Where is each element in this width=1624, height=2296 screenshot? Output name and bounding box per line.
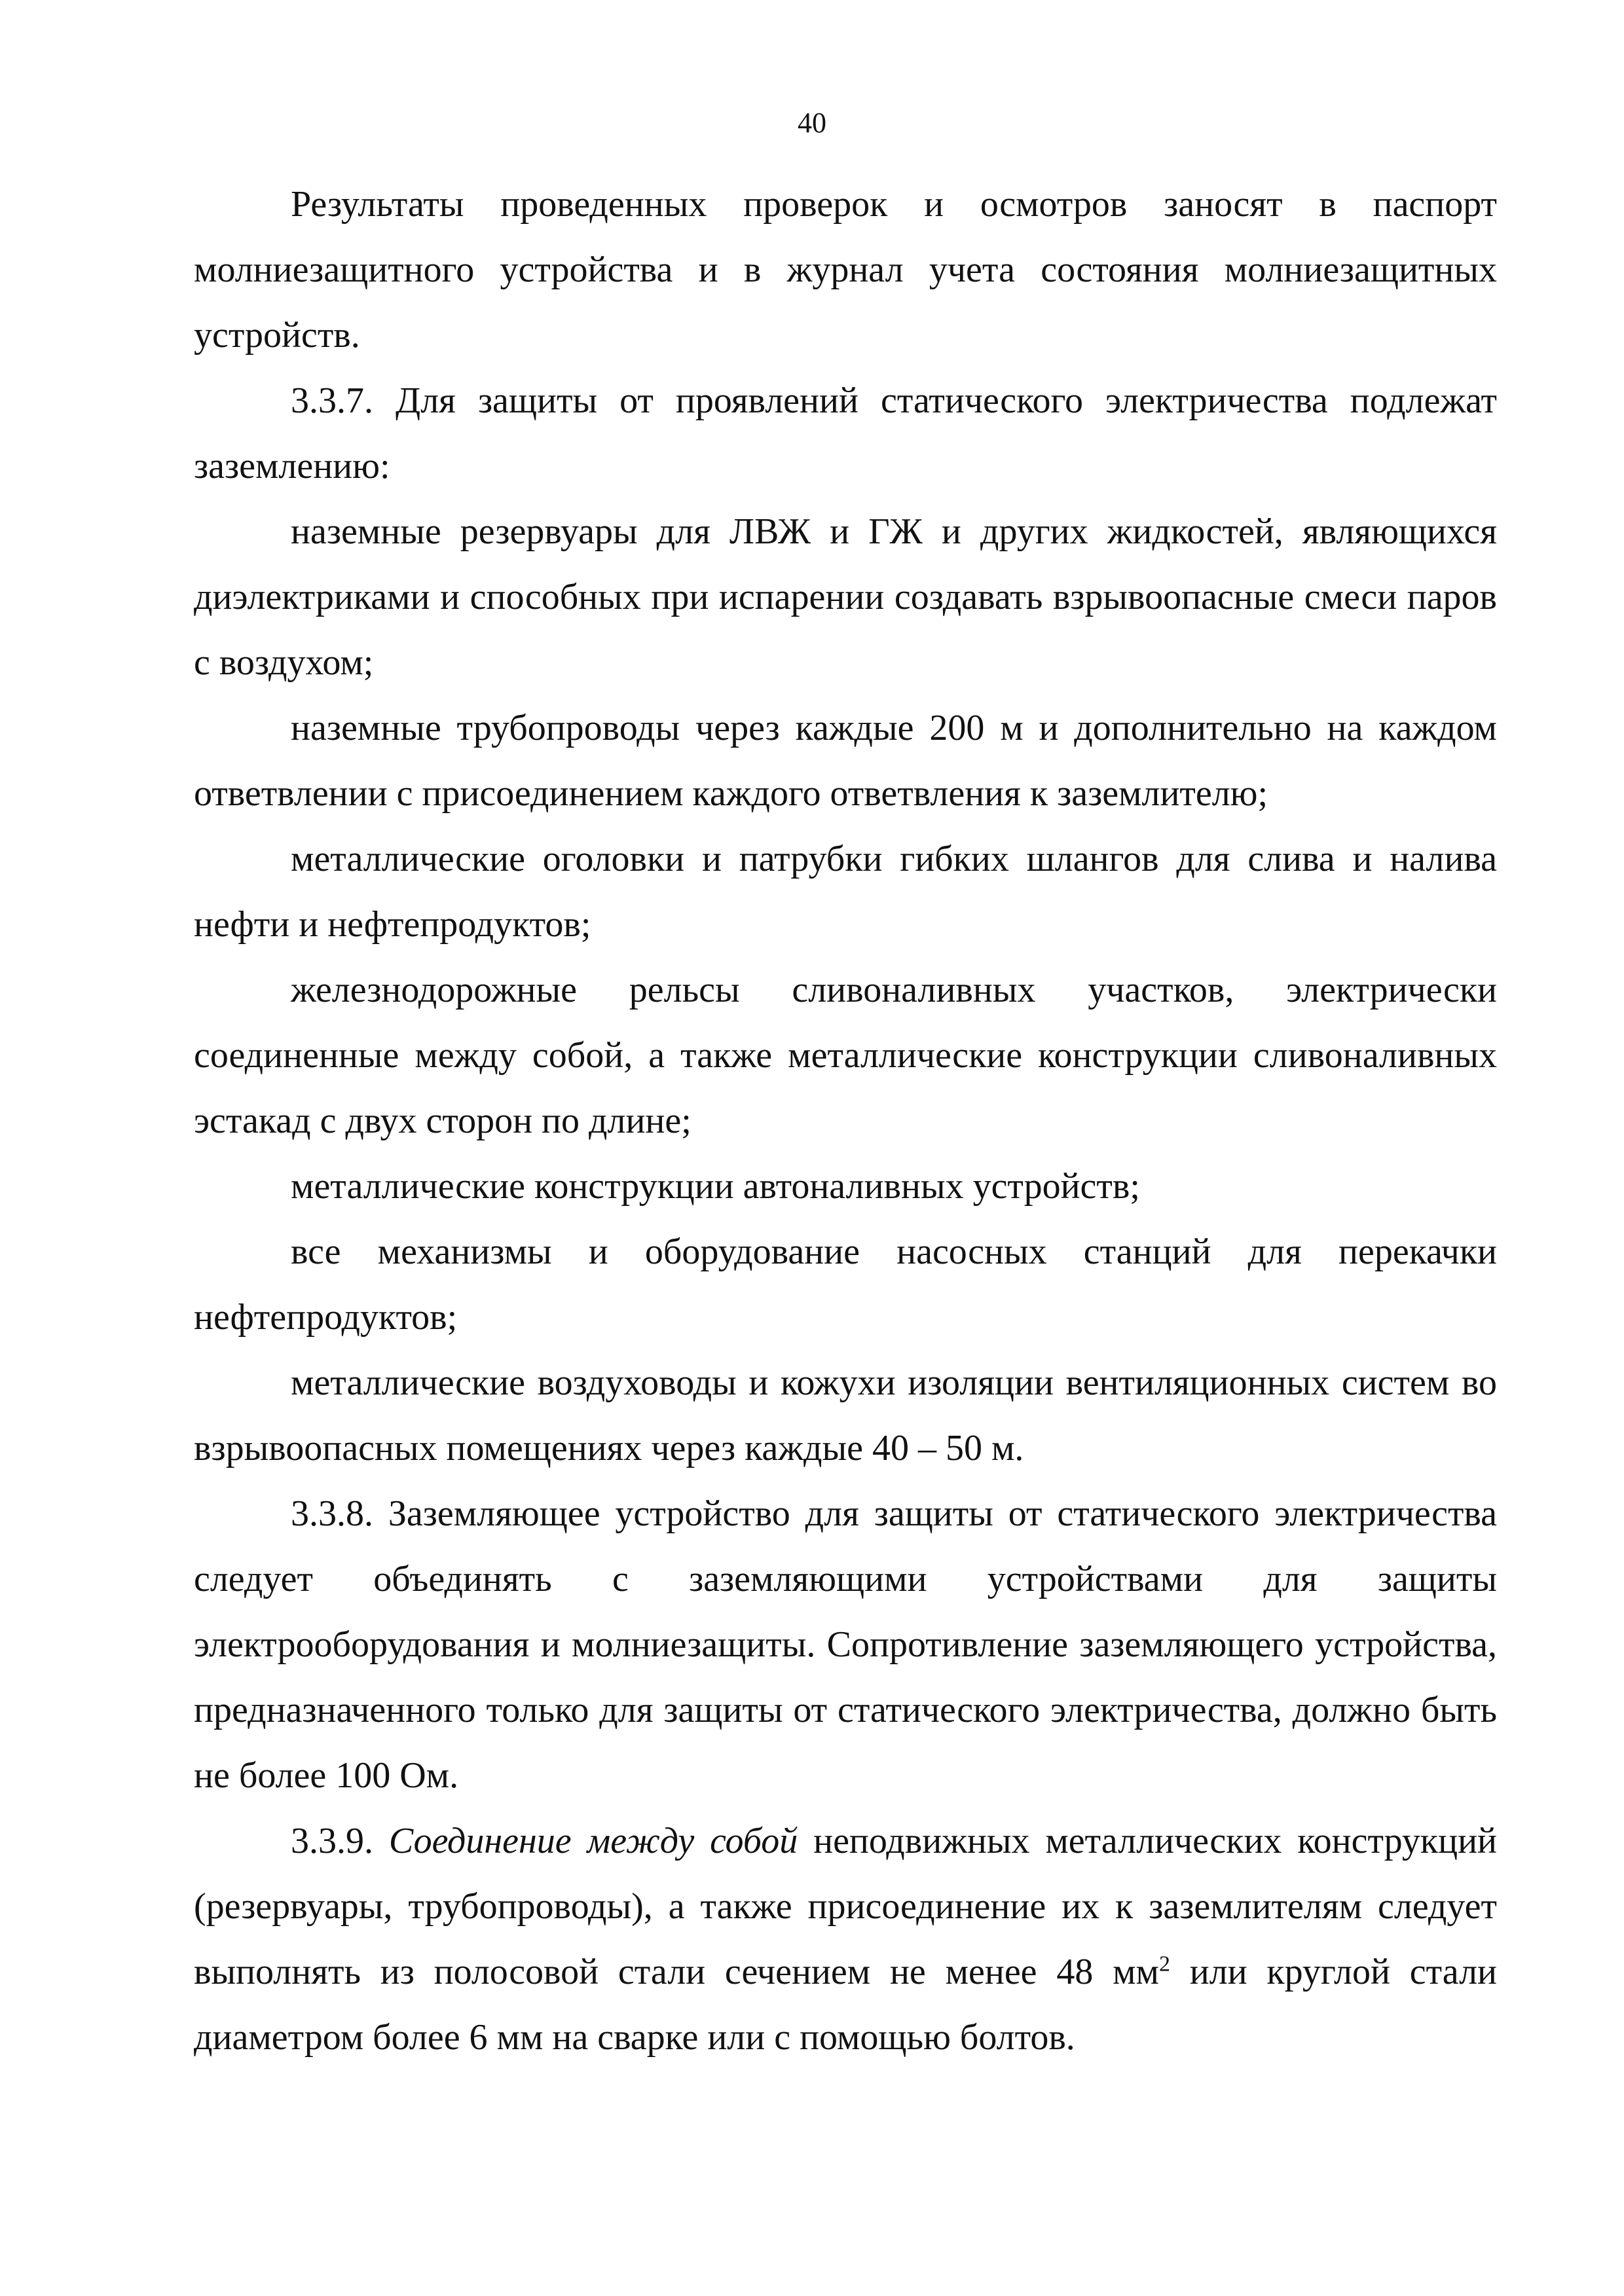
clause-number: 3.3.9. xyxy=(291,1821,373,1861)
paragraph-3-3-8: 3.3.8. Заземляющее устройство для защиты от статического электричества следует объединять с заземляющими устройствами для защиты электрооборудования и молниезащиты. Сопротивление заземляющего устройства, предназначенного только для защиты от статического электричества, должно быть не более 100 Ом. xyxy=(194,1493,1497,1796)
clause-text: неподвижных металлических конструкций (резервуары, трубопроводы), а также присоединение их к заземлителям следует выполнять из полосовой стали сечением не менее 48 мм xyxy=(194,1821,1498,1992)
list-item-hose-fittings: металлические оголовки и патрубки гибких шлангов для слива и налива нефти и нефтепродуктов; xyxy=(194,839,1497,945)
page-number: 40 xyxy=(798,107,826,139)
list-item-auto-loading: металлические конструкции автоналивных устройств; xyxy=(291,1166,1140,1207)
list-item-ground-pipelines: наземные трубопроводы через каждые 200 м и дополнительно на каждом ответвлении с присоединением каждого ответвления к заземлителю; xyxy=(194,708,1497,814)
list-item-railway-rails: железнодорожные рельсы сливоналивных участков, электрически соединенные между собой, а также металлические конструкции сливоналивных эстакад с двух сторон по длине; xyxy=(194,970,1497,1141)
paragraph-3-3-7: 3.3.7. Для защиты от проявлений статического электричества подлежат заземлению: xyxy=(194,380,1497,486)
paragraph-3-3-9 xyxy=(194,1808,1497,2070)
list-item-air-ducts: металлические воздуховоды и кожухи изоляции вентиляционных систем во взрывоопасных помещениях через каждые 40 – 50 м. xyxy=(194,1362,1497,1468)
clause-text-end: или круглой стали диаметром более 6 мм на сварке или с помощью болтов. xyxy=(194,1952,1497,2058)
list-item-pump-stations: все механизмы и оборудование насосных станций для перекачки нефтепродуктов; xyxy=(194,1231,1497,1338)
list-item-ground-tanks: наземные резервуары для ЛВЖ и ГЖ и других жидкостей, являющихся диэлектриками и способных при испарении создавать взрывоопасные смеси паров с воздухом; xyxy=(194,511,1497,683)
superscript-exponent: 2 xyxy=(1158,1952,1170,1977)
document-body xyxy=(194,172,1497,2070)
paragraph-inspection-results: Результаты проведенных проверок и осмотров заносят в паспорт молниезащитного устройства и в журнал учета состояния молниезащитных устройств. xyxy=(194,184,1497,355)
italic-phrase: Соединение между собой xyxy=(388,1821,798,1861)
